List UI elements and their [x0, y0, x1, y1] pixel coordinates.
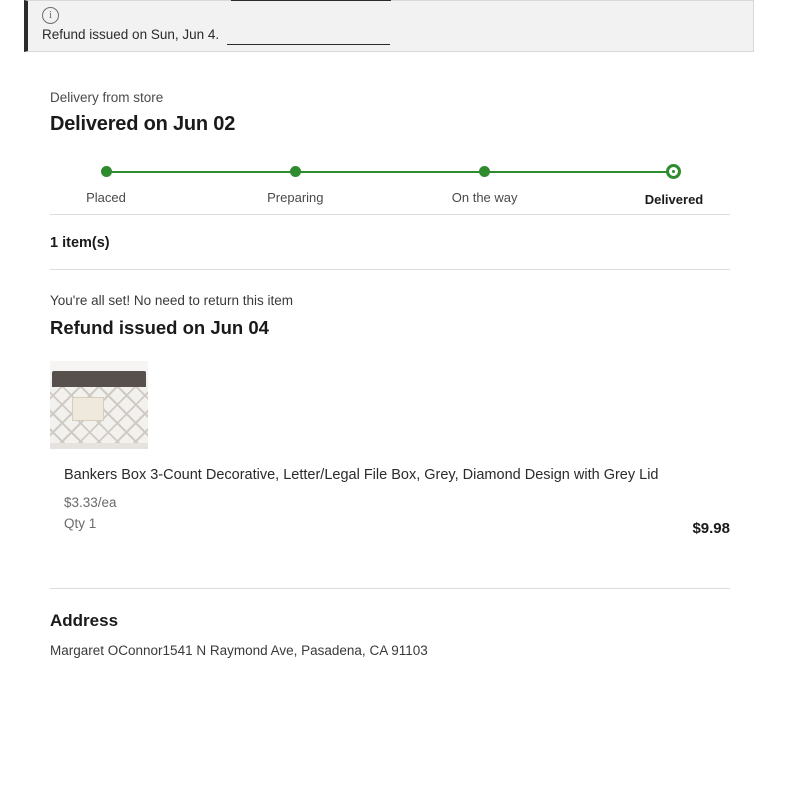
- file-box-product-image: [50, 361, 148, 449]
- product-row: [50, 361, 730, 537]
- address-heading: Address: [50, 611, 119, 630]
- decorative-rule-bottom: [227, 44, 390, 45]
- decorative-rule-top: [231, 0, 391, 1]
- product-title[interactable]: Bankers Box 3-Count Decorative, Letter/Legal File Box, Grey, Diamond Design with Grey Lid: [64, 467, 659, 483]
- tracker-step-label: On the way: [451, 190, 518, 205]
- delivery-source-label: Delivery from store: [50, 90, 164, 105]
- tracker-step-placed: [50, 162, 162, 207]
- step-dot-icon: [479, 166, 490, 177]
- product-unit-price: $3.33/ea: [64, 495, 117, 510]
- item-count-label: 1 item(s): [50, 235, 110, 251]
- tracker-step-label: Preparing: [267, 190, 324, 205]
- section-divider: [50, 588, 730, 589]
- tracker-step-preparing: [239, 162, 351, 207]
- product-total-price: $9.98: [692, 520, 730, 537]
- tracker-step-on-the-way: [429, 162, 541, 207]
- banner-message: Refund issued on Sun, Jun 4.: [42, 27, 220, 42]
- delivery-status-title: Delivered on Jun 02: [50, 113, 236, 135]
- refund-title: Refund issued on Jun 04: [50, 317, 269, 338]
- step-dot-icon: [290, 166, 301, 177]
- order-progress-tracker: [50, 162, 730, 208]
- tracker-step-label: Delivered: [644, 192, 704, 207]
- box-label-shape: [72, 397, 104, 421]
- tracker-step-delivered: [618, 162, 730, 207]
- step-dot-icon: [101, 166, 112, 177]
- product-quantity: Qty 1: [64, 516, 97, 531]
- refund-note: You're all set! No need to return this item: [50, 293, 293, 308]
- box-shadow-shape: [50, 443, 148, 449]
- step-dot-current-icon: [666, 164, 681, 179]
- address-value: Margaret OConnor1541 N Raymond Ave, Pasadena, CA 91103: [50, 643, 428, 658]
- info-icon: i: [42, 7, 59, 24]
- order-content: [50, 90, 730, 658]
- tracker-step-label: Placed: [86, 190, 126, 205]
- box-lid-shape: [52, 371, 146, 387]
